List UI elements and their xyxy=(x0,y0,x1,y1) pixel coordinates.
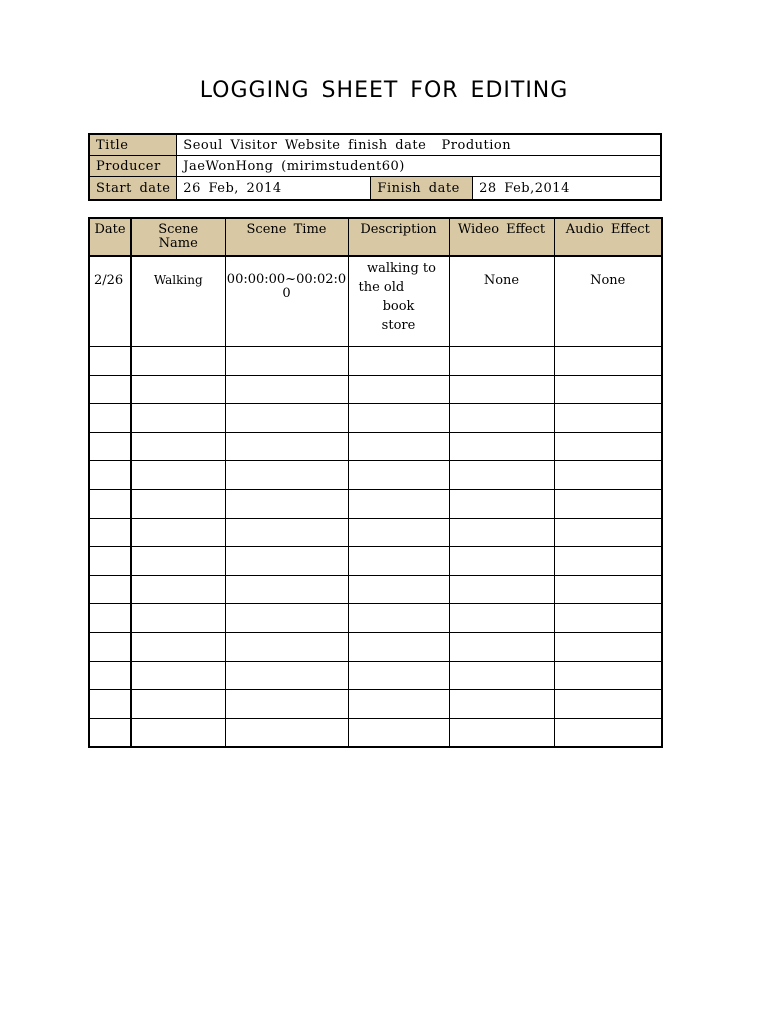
empty-cell xyxy=(449,404,554,433)
entry-audio-effect: None xyxy=(554,256,662,347)
empty-cell xyxy=(89,575,131,604)
table-row xyxy=(89,575,662,604)
empty-cell xyxy=(554,547,662,576)
empty-cell xyxy=(348,461,449,490)
empty-cell xyxy=(554,690,662,719)
table-row xyxy=(89,375,662,404)
empty-cell xyxy=(131,632,225,661)
empty-cell xyxy=(554,718,662,747)
table-row xyxy=(89,489,662,518)
empty-cell xyxy=(131,661,225,690)
start-date-value: 26 Feb, 2014 xyxy=(177,177,371,201)
empty-cell xyxy=(131,347,225,376)
empty-cell xyxy=(449,461,554,490)
empty-cell xyxy=(449,632,554,661)
empty-cell xyxy=(348,489,449,518)
empty-cell xyxy=(89,375,131,404)
empty-cell xyxy=(348,518,449,547)
empty-cell xyxy=(89,632,131,661)
empty-cell xyxy=(131,432,225,461)
finish-date-label: Finish date xyxy=(371,177,473,201)
empty-cell xyxy=(225,604,348,633)
producer-value: JaeWonHong (mirimstudent60) xyxy=(177,156,661,177)
description-line: book xyxy=(382,299,415,314)
empty-cell xyxy=(225,432,348,461)
title-value: Seoul Visitor Website finish date Prodution xyxy=(177,134,661,156)
empty-cell xyxy=(131,518,225,547)
empty-cell xyxy=(225,547,348,576)
col-header-date: Date xyxy=(89,218,131,256)
empty-cell xyxy=(554,432,662,461)
empty-cell xyxy=(225,575,348,604)
empty-cell xyxy=(449,547,554,576)
table-row xyxy=(89,690,662,719)
page-title: LOGGING SHEET FOR EDITING xyxy=(199,78,569,103)
entry-scene-name: Walking xyxy=(131,256,225,347)
empty-cell xyxy=(131,690,225,719)
table-row xyxy=(89,347,662,376)
empty-cell xyxy=(348,718,449,747)
empty-cell xyxy=(225,489,348,518)
empty-cell xyxy=(348,690,449,719)
empty-cell xyxy=(89,661,131,690)
empty-cell xyxy=(449,518,554,547)
empty-cell xyxy=(131,718,225,747)
entry-video-effect: None xyxy=(449,256,554,347)
col-header-description: Description xyxy=(348,218,449,256)
description-line: store xyxy=(381,318,416,333)
entry-description xyxy=(348,256,449,347)
empty-cell xyxy=(554,375,662,404)
title-label: Title xyxy=(89,134,177,156)
empty-cell xyxy=(348,575,449,604)
empty-cell xyxy=(225,690,348,719)
empty-cell xyxy=(348,432,449,461)
empty-cell xyxy=(554,489,662,518)
description-line: walking to xyxy=(367,261,436,276)
empty-cell xyxy=(89,604,131,633)
table-row xyxy=(89,256,662,347)
empty-cell xyxy=(554,404,662,433)
empty-cell xyxy=(554,661,662,690)
empty-cell xyxy=(225,632,348,661)
table-row xyxy=(89,518,662,547)
empty-cell xyxy=(449,575,554,604)
start-date-label: Start date xyxy=(89,177,177,201)
table-row xyxy=(89,547,662,576)
empty-cell xyxy=(554,575,662,604)
empty-cell xyxy=(131,575,225,604)
empty-cell xyxy=(89,489,131,518)
empty-cell xyxy=(89,518,131,547)
col-header-scene-name-text: Scene Name xyxy=(158,222,199,251)
empty-cell xyxy=(449,718,554,747)
empty-cell xyxy=(89,461,131,490)
empty-cell xyxy=(131,547,225,576)
empty-cell xyxy=(131,489,225,518)
info-table xyxy=(88,133,662,201)
empty-cell xyxy=(449,489,554,518)
empty-cell xyxy=(348,347,449,376)
log-header-row xyxy=(89,218,662,256)
empty-cell xyxy=(348,547,449,576)
table-row xyxy=(89,604,662,633)
table-row xyxy=(89,632,662,661)
empty-cell xyxy=(89,347,131,376)
empty-cell xyxy=(131,461,225,490)
empty-cell xyxy=(225,347,348,376)
empty-cell xyxy=(554,461,662,490)
empty-cell xyxy=(348,661,449,690)
log-table xyxy=(88,217,663,748)
empty-cell xyxy=(131,604,225,633)
table-row xyxy=(89,461,662,490)
table-row xyxy=(89,432,662,461)
table-row xyxy=(89,404,662,433)
empty-cell xyxy=(554,347,662,376)
empty-cell xyxy=(89,404,131,433)
empty-cell xyxy=(225,461,348,490)
empty-cell xyxy=(449,347,554,376)
empty-cell xyxy=(348,632,449,661)
table-row xyxy=(89,718,662,747)
finish-date-value: 28 Feb,2014 xyxy=(473,177,661,201)
empty-cell xyxy=(225,404,348,433)
empty-cell xyxy=(225,375,348,404)
empty-cell xyxy=(449,604,554,633)
empty-cell xyxy=(89,690,131,719)
col-header-video-effect: Wideo Effect xyxy=(449,218,554,256)
empty-cell xyxy=(348,375,449,404)
empty-cell xyxy=(89,718,131,747)
empty-cell xyxy=(89,432,131,461)
empty-cell xyxy=(131,375,225,404)
empty-cell xyxy=(89,547,131,576)
empty-cell xyxy=(449,661,554,690)
col-header-scene-name xyxy=(131,218,225,256)
empty-cell xyxy=(131,404,225,433)
empty-cell xyxy=(225,518,348,547)
empty-cell xyxy=(348,604,449,633)
empty-cell xyxy=(554,518,662,547)
col-header-audio-effect: Audio Effect xyxy=(554,218,662,256)
description-line: the old xyxy=(358,280,405,295)
empty-cell xyxy=(449,690,554,719)
empty-cell xyxy=(449,375,554,404)
empty-cell xyxy=(348,404,449,433)
empty-cell xyxy=(225,661,348,690)
entry-scene-time: 00:00:00~00:02:00 xyxy=(225,256,348,347)
table-row xyxy=(89,661,662,690)
producer-label: Producer xyxy=(89,156,177,177)
empty-cell xyxy=(554,604,662,633)
entry-date: 2/26 xyxy=(89,256,131,347)
empty-cell xyxy=(449,432,554,461)
empty-cell xyxy=(225,718,348,747)
col-header-scene-time: Scene Time xyxy=(225,218,348,256)
empty-cell xyxy=(554,632,662,661)
